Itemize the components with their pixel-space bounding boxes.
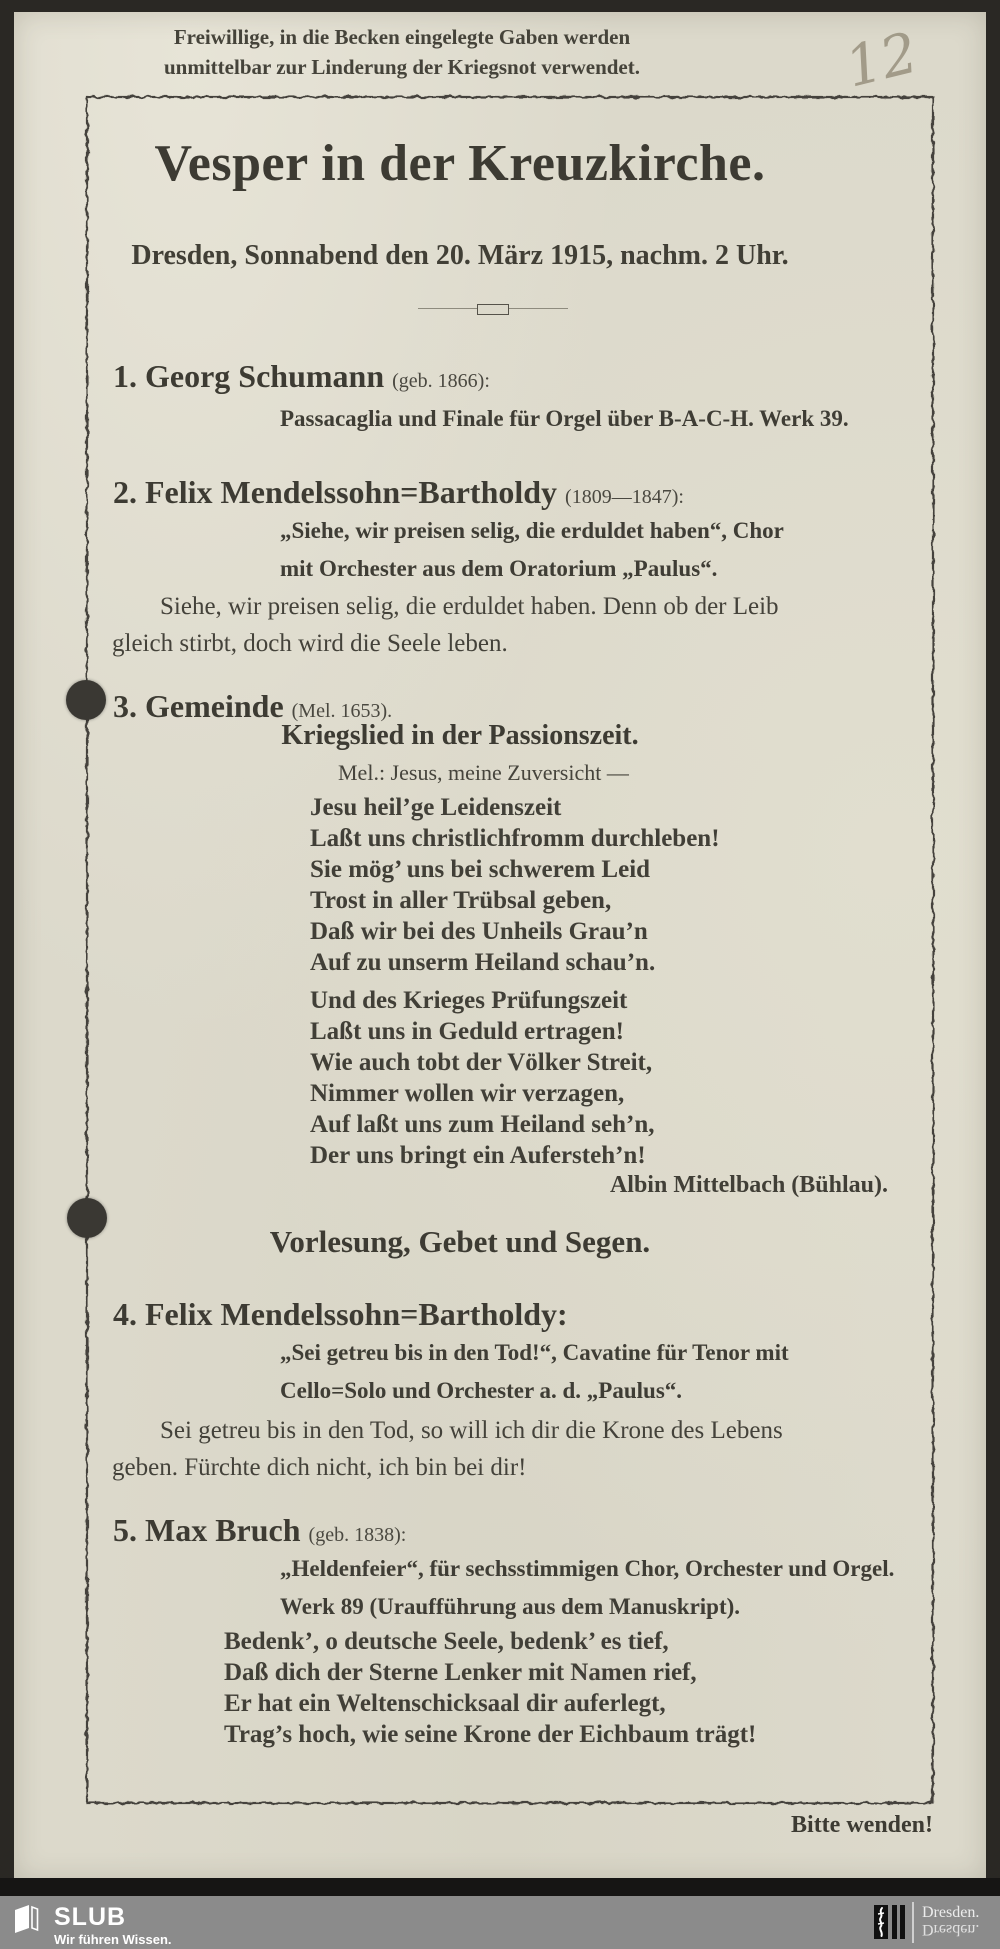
closing-verse-line3: Er hat ein Weltenschicksaal dir auferlegt, <box>224 1690 666 1717</box>
item-4-work-line1: „Sei getreu bis in den Tod!“, Cavatine für Tenor mit <box>280 1340 789 1365</box>
page-title: Vesper in der Kreuzkirche. <box>154 135 766 192</box>
closing-verse-line4: Trag’s hoch, wie seine Krone der Eichbaum trägt! <box>224 1721 757 1748</box>
program-item-4-text <box>112 1412 783 1486</box>
verse-1-line6: Auf zu unserm Heiland schau’n. <box>310 949 656 976</box>
hymn-verse-2 <box>310 985 655 1171</box>
item-5-composer: Max Bruch <box>145 1512 301 1548</box>
item-3-number: 3. <box>113 688 137 724</box>
collection-notice-line1: Freiwillige, in die Becken eingelegte Gaben werden <box>173 25 631 49</box>
item-4-work-line2: Cello=Solo und Orchester a. d. „Paulus“. <box>280 1378 683 1403</box>
item-5-dates: (geb. 1838): <box>308 1524 407 1546</box>
interlude-heading: Vorlesung, Gebet und Segen. <box>269 1224 651 1259</box>
item-2-work-line2: mit Orchester aus dem Oratorium „Paulus“. <box>280 556 718 581</box>
verse-1-line5: Daß wir bei des Unheils Grau’n <box>310 918 648 945</box>
program-item-1-work <box>280 400 849 438</box>
hymn-attribution: Albin Mittelbach (Bühlau). <box>609 1172 888 1198</box>
pencil-page-number: 12 <box>839 20 925 101</box>
item-2-text-line1: Siehe, wir preisen selig, die erduldet haben. Denn ob der Leib <box>160 593 779 620</box>
item-2-dates: (1809—1847): <box>565 486 684 508</box>
ornament-box <box>477 304 509 315</box>
item-3-performer: Gemeinde <box>145 688 284 724</box>
program-item-2-text <box>112 588 779 662</box>
hymn-verse-1 <box>310 792 720 978</box>
event-dateline: Dresden, Sonnabend den 20. März 1915, nachm. 2 Uhr. <box>131 240 789 271</box>
dresden-wordmark-mirrored: Dresden. <box>922 1921 980 1938</box>
closing-verse-line2: Daß dich der Sterne Lenker mit Namen rief, <box>224 1659 697 1686</box>
verse-1-line2: Laßt uns christlichfromm durchleben! <box>310 825 720 852</box>
ornament-divider <box>418 303 568 315</box>
item-4-number: 4. <box>113 1296 137 1332</box>
verse-2-line2: Laßt uns in Geduld ertragen! <box>310 1018 624 1045</box>
closing-verse-line1: Bedenk’, o deutsche Seele, bedenk’ es tief, <box>224 1628 669 1655</box>
item-1-composer: Georg Schumann <box>145 358 385 394</box>
slub-book-icon <box>12 1903 40 1933</box>
collection-notice <box>52 22 752 82</box>
closing-verse <box>224 1626 756 1750</box>
verse-2-line6: Der uns bringt ein Aufersteh’n! <box>310 1142 646 1169</box>
verse-2-line4: Nimmer wollen wir verzagen, <box>310 1080 625 1107</box>
program-item-5-heading <box>113 1512 406 1549</box>
item-1-dates: (geb. 1866): <box>392 370 490 392</box>
item-2-number: 2. <box>113 474 137 510</box>
verse-2-line5: Auf laßt uns zum Heiland seh’n, <box>310 1111 655 1138</box>
song-title: Kriegslied in der Passionszeit. <box>281 720 639 751</box>
item-2-text-line2: gleich stirbt, doch wird die Seele leben. <box>112 630 508 657</box>
item-1-number: 1. <box>113 358 137 394</box>
item-4-text-line1: Sei getreu bis in den Tod, so will ich dir die Krone des Lebens <box>160 1417 783 1444</box>
item-1-work-line1: Passacaglia und Finale für Orgel über B-A-C-H. Werk 39. <box>280 406 849 431</box>
item-4-composer: Felix Mendelssohn=Bartholdy: <box>145 1296 568 1332</box>
item-5-number: 5. <box>113 1512 137 1548</box>
program-item-2-heading <box>113 474 684 511</box>
item-4-text-line2: geben. Fürchte dich nicht, ich bin bei dir! <box>112 1454 527 1481</box>
verse-1-line1: Jesu heil’ge Leidenszeit <box>310 794 562 821</box>
melody-reference: Mel.: Jesus, meine Zuversicht — <box>338 760 629 785</box>
item-5-work-line1: „Heldenfeier“, für sechsstimmigen Chor, Orchester und Orgel. <box>280 1556 895 1581</box>
item-3-melody-year: (Mel. 1653). <box>291 700 393 722</box>
item-2-work-line1: „Siehe, wir preisen selig, die erduldet haben“, Chor <box>280 518 784 543</box>
slub-tagline: Wir führen Wissen. <box>54 1932 172 1947</box>
verse-1-line3: Sie mög’ uns bei schwerem Leid <box>310 856 651 883</box>
turn-page-note: Bitte wenden! <box>791 1812 933 1838</box>
program-item-4-work <box>280 1334 789 1410</box>
program-item-1-heading <box>113 358 490 395</box>
collection-notice-line2: unmittelbar zur Linderung der Kriegsnot verwendet. <box>164 55 640 79</box>
dresden-coat-of-arms-icon <box>874 1905 906 1939</box>
footer-logo-divider <box>912 1902 914 1943</box>
punch-hole-top <box>66 680 106 720</box>
program-item-4-heading <box>113 1296 568 1333</box>
dresden-wordmark: Dresden. <box>922 1904 980 1921</box>
program-item-5-work <box>280 1550 894 1626</box>
item-2-composer: Felix Mendelssohn=Bartholdy <box>145 474 558 510</box>
verse-1-line4: Trost in aller Trübsal geben, <box>310 887 612 914</box>
slub-logo-text: SLUB <box>54 1903 127 1931</box>
verse-2-line3: Wie auch tobt der Völker Streit, <box>310 1049 653 1076</box>
verse-2-line1: Und des Krieges Prüfungszeit <box>310 987 628 1014</box>
dresden-logo-text <box>922 1905 979 1937</box>
item-5-work-line2: Werk 89 (Uraufführung aus dem Manuskript). <box>280 1594 741 1619</box>
program-item-2-work <box>280 512 784 588</box>
scan-bottom-strip <box>0 1878 1000 1896</box>
